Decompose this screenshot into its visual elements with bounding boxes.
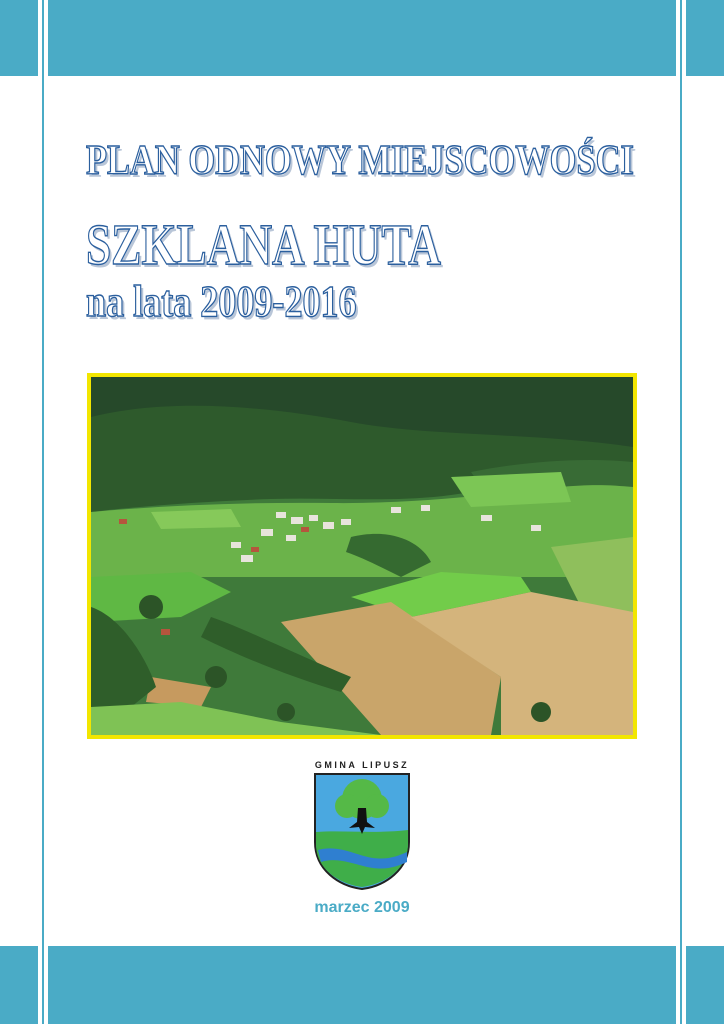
top-left-bar (0, 0, 38, 76)
bottom-left-bar (0, 946, 38, 1024)
publication-date: marzec 2009 (314, 899, 410, 916)
landscape-photo (87, 373, 637, 739)
bottom-right-bar (686, 946, 724, 1024)
top-banner (48, 0, 676, 76)
village-name: SZKLANA HUTA (86, 212, 441, 277)
bottom-banner (48, 946, 676, 1024)
document-title: PLAN ODNOWY MIEJSCOWOŚCI (86, 138, 634, 184)
coat-of-arms-logo (313, 772, 411, 890)
period-subtitle: na lata 2009-2016 (86, 277, 357, 326)
right-frame-line (680, 0, 682, 1024)
aerial-village-image (91, 377, 633, 735)
municipality-label: GMINA LIPUSZ (314, 760, 410, 770)
top-right-bar (686, 0, 724, 76)
left-frame-line (42, 0, 44, 1024)
